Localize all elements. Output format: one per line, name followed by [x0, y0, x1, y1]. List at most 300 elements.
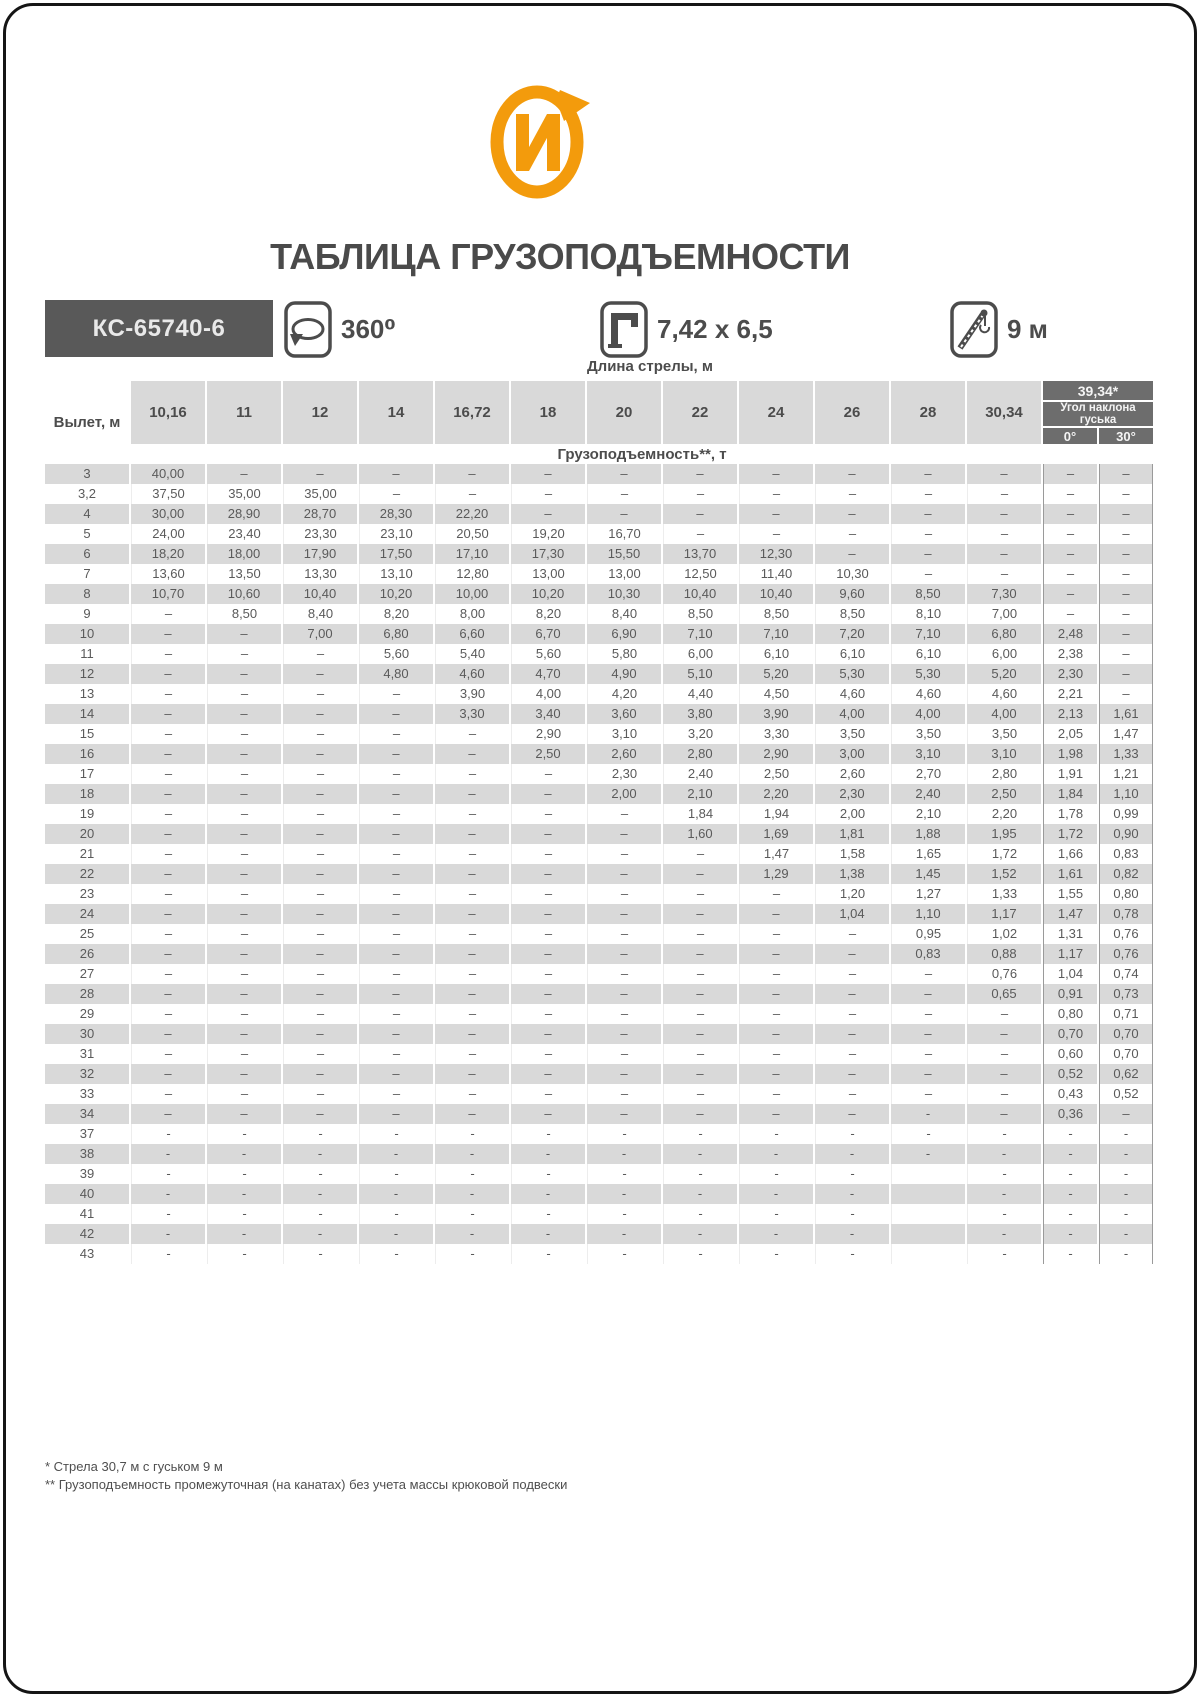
- capacity-cell: 1,21: [1099, 764, 1153, 784]
- capacity-cell: 2,48: [1043, 624, 1097, 644]
- capacity-cell: 3,50: [967, 724, 1041, 744]
- capacity-cell: -: [663, 1244, 737, 1264]
- capacity-cell: –: [511, 804, 585, 824]
- outreach-label: 40: [45, 1184, 129, 1204]
- capacity-cell: –: [207, 1044, 281, 1064]
- capacity-cell: –: [359, 984, 433, 1004]
- capacity-cell: –: [1043, 504, 1097, 524]
- capacity-cell: 6,10: [739, 644, 813, 664]
- table-row: [45, 484, 1153, 504]
- capacity-cell: –: [435, 1084, 509, 1104]
- capacity-cell: 10,60: [207, 584, 281, 604]
- capacity-cell: 2,80: [967, 764, 1041, 784]
- table-row: [45, 784, 1153, 804]
- capacity-cell: –: [663, 1064, 737, 1084]
- boom-length-header: 28: [891, 381, 965, 444]
- capacity-cell: -: [359, 1184, 433, 1204]
- capacity-cell: –: [511, 924, 585, 944]
- capacity-cell: 0,71: [1099, 1004, 1153, 1024]
- capacity-cell: -: [739, 1244, 813, 1264]
- table-row: [45, 1024, 1153, 1044]
- capacity-cell: –: [1099, 484, 1153, 504]
- table-row: [45, 1044, 1153, 1064]
- table-row: [45, 944, 1153, 964]
- capacity-cell: 7,10: [739, 624, 813, 644]
- capacity-cell: 1,98: [1043, 744, 1097, 764]
- capacity-cell: –: [131, 904, 205, 924]
- capacity-cell: –: [663, 1004, 737, 1024]
- capacity-cell: –: [587, 1084, 661, 1104]
- capacity-cell: –: [359, 744, 433, 764]
- capacity-cell: –: [815, 984, 889, 1004]
- outreach-label: 43: [45, 1244, 129, 1264]
- capacity-cell: –: [967, 504, 1041, 524]
- capacity-cell: -: [815, 1204, 889, 1224]
- capacity-cell: -: [207, 1224, 281, 1244]
- capacity-cell: 1,47: [739, 844, 813, 864]
- capacity-cell: 8,00: [435, 604, 509, 624]
- capacity-cell: 3,50: [815, 724, 889, 744]
- capacity-cell: –: [283, 744, 357, 764]
- capacity-cell: –: [511, 984, 585, 1004]
- capacity-cell: 2,13: [1043, 704, 1097, 724]
- outreach-label: 5: [45, 524, 129, 544]
- capacity-cell: -: [359, 1124, 433, 1144]
- capacity-cell: -: [131, 1224, 205, 1244]
- outriggers-icon: [600, 301, 648, 358]
- capacity-cell: 5,60: [359, 644, 433, 664]
- capacity-cell: 13,10: [359, 564, 433, 584]
- outriggers-label: 7,42 х 6,5: [657, 314, 773, 344]
- capacity-cell: -: [587, 1184, 661, 1204]
- capacity-cell: –: [1043, 564, 1097, 584]
- table-row: [45, 964, 1153, 984]
- capacity-cell: –: [283, 944, 357, 964]
- capacity-cell: 0,73: [1099, 984, 1153, 1004]
- table-row: [45, 504, 1153, 524]
- capacity-cell: -: [967, 1184, 1041, 1204]
- capacity-cell: -: [511, 1224, 585, 1244]
- capacity-cell: 3,20: [663, 724, 737, 744]
- capacity-cell: –: [739, 484, 813, 504]
- capacity-cell: 3,40: [511, 704, 585, 724]
- capacity-cell: 1,84: [1043, 784, 1097, 804]
- outreach-label: 16: [45, 744, 129, 764]
- table-row: [45, 664, 1153, 684]
- capacity-cell: –: [511, 484, 585, 504]
- capacity-cell: –: [891, 524, 965, 544]
- capacity-cell: –: [511, 784, 585, 804]
- capacity-cell: 0,70: [1099, 1024, 1153, 1044]
- table-row: [45, 744, 1153, 764]
- outreach-label: 26: [45, 944, 129, 964]
- capacity-cell: -: [663, 1164, 737, 1184]
- capacity-cell: –: [511, 824, 585, 844]
- capacity-cell: 4,00: [815, 704, 889, 724]
- capacity-cell: 0,74: [1099, 964, 1153, 984]
- model-badge: КС-65740-6: [45, 300, 273, 357]
- capacity-cell: 5,40: [435, 644, 509, 664]
- capacity-cell: –: [663, 1104, 737, 1124]
- capacity-cell: –: [207, 1104, 281, 1124]
- capacity-cell: -: [359, 1164, 433, 1184]
- footnotes: [45, 1458, 567, 1494]
- capacity-cell: [891, 1204, 965, 1224]
- capacity-cell: –: [283, 464, 357, 484]
- capacity-cell: -: [967, 1124, 1041, 1144]
- capacity-cell: 6,90: [587, 624, 661, 644]
- capacity-cell: –: [131, 864, 205, 884]
- capacity-cell: 1,04: [815, 904, 889, 924]
- capacity-cell: -: [815, 1164, 889, 1184]
- capacity-cell: –: [207, 1004, 281, 1024]
- outreach-label: 33: [45, 1084, 129, 1104]
- capacity-cell: 3,60: [587, 704, 661, 724]
- capacity-cell: –: [359, 764, 433, 784]
- boom-length-header: 18: [511, 381, 585, 444]
- capacity-cell: -: [359, 1244, 433, 1264]
- capacity-cell: 4,60: [815, 684, 889, 704]
- outreach-label: 7: [45, 564, 129, 584]
- capacity-cell: -: [587, 1144, 661, 1164]
- outreach-header: Вылет, м: [45, 381, 129, 464]
- capacity-cell: 1,91: [1043, 764, 1097, 784]
- outreach-label: 9: [45, 604, 129, 624]
- capacity-cell: –: [131, 984, 205, 1004]
- capacity-cell: -: [511, 1244, 585, 1264]
- capacity-cell: –: [1043, 484, 1097, 504]
- capacity-cell: 8,40: [283, 604, 357, 624]
- capacity-cell: -: [1043, 1184, 1097, 1204]
- capacity-cell: –: [131, 1084, 205, 1104]
- capacity-cell: 4,40: [663, 684, 737, 704]
- capacity-cell: 1,88: [891, 824, 965, 844]
- capacity-cell: -: [131, 1204, 205, 1224]
- capacity-cell: 0,60: [1043, 1044, 1097, 1064]
- outreach-label: 18: [45, 784, 129, 804]
- boom-length-header: 24: [739, 381, 813, 444]
- capacity-cell: –: [359, 484, 433, 504]
- outreach-label: 42: [45, 1224, 129, 1244]
- capacity-cell: –: [359, 844, 433, 864]
- capacity-cell: –: [435, 824, 509, 844]
- capacity-cell: -: [1099, 1144, 1153, 1164]
- table-row: [45, 1064, 1153, 1084]
- capacity-cell: 17,50: [359, 544, 433, 564]
- capacity-cell: 1,47: [1043, 904, 1097, 924]
- capacity-cell: -: [511, 1164, 585, 1184]
- capacity-cell: –: [663, 484, 737, 504]
- capacity-cell: –: [131, 744, 205, 764]
- capacity-cell: –: [131, 964, 205, 984]
- capacity-cell: 0,76: [967, 964, 1041, 984]
- capacity-cell: 35,00: [207, 484, 281, 504]
- table-row: [45, 924, 1153, 944]
- capacity-cell: –: [131, 1104, 205, 1124]
- capacity-cell: –: [739, 1084, 813, 1104]
- capacity-cell: –: [283, 1004, 357, 1024]
- jib-angle-caption: Угол наклона гуська: [1043, 402, 1153, 428]
- capacity-cell: -: [131, 1144, 205, 1164]
- capacity-cell: 2,30: [815, 784, 889, 804]
- capacity-cell: -: [587, 1124, 661, 1144]
- capacity-cell: -: [283, 1184, 357, 1204]
- capacity-cell: –: [1043, 524, 1097, 544]
- capacity-cell: –: [283, 824, 357, 844]
- capacity-cell: 0,90: [1099, 824, 1153, 844]
- capacity-cell: –: [283, 1104, 357, 1124]
- capacity-cell: –: [1099, 564, 1153, 584]
- capacity-cell: –: [283, 904, 357, 924]
- capacity-cell: –: [967, 544, 1041, 564]
- capacity-cell: -: [207, 1184, 281, 1204]
- capacity-cell: 0,83: [1099, 844, 1153, 864]
- capacity-cell: –: [283, 784, 357, 804]
- capacity-cell: -: [435, 1164, 509, 1184]
- capacity-cell: –: [283, 704, 357, 724]
- capacity-cell: 22,20: [435, 504, 509, 524]
- capacity-cell: 0,82: [1099, 864, 1153, 884]
- capacity-cell: –: [511, 944, 585, 964]
- capacity-cell: –: [131, 1064, 205, 1084]
- capacity-cell: 10,20: [511, 584, 585, 604]
- boom-length-caption: Длина стрелы, м: [587, 358, 713, 375]
- capacity-cell: -: [1043, 1224, 1097, 1244]
- capacity-cell: -: [283, 1204, 357, 1224]
- capacity-cell: –: [511, 764, 585, 784]
- table-row: [45, 984, 1153, 1004]
- capacity-cell: –: [511, 1044, 585, 1064]
- footnote-jib: * Стрела 30,7 м с гуськом 9 м: [45, 1459, 223, 1474]
- capacity-cell: 2,38: [1043, 644, 1097, 664]
- capacity-cell: –: [207, 724, 281, 744]
- outreach-label: 32: [45, 1064, 129, 1084]
- capacity-cell: 0,80: [1043, 1004, 1097, 1024]
- capacity-cell: –: [435, 1024, 509, 1044]
- capacity-cell: –: [131, 1024, 205, 1044]
- boom-length-header: 12: [283, 381, 357, 444]
- capacity-cell: 0,76: [1099, 944, 1153, 964]
- capacity-cell: -: [283, 1224, 357, 1244]
- capacity-cell: 5,10: [663, 664, 737, 684]
- capacity-caption-row: [45, 444, 1153, 464]
- capacity-cell: 28,70: [283, 504, 357, 524]
- capacity-cell: –: [587, 984, 661, 1004]
- capacity-cell: -: [891, 1144, 965, 1164]
- outreach-label: 24: [45, 904, 129, 924]
- capacity-cell: -: [207, 1164, 281, 1184]
- capacity-cell: –: [359, 1004, 433, 1024]
- capacity-cell: 2,50: [511, 744, 585, 764]
- capacity-cell: 4,50: [739, 684, 813, 704]
- load-chart: [43, 381, 1155, 1264]
- capacity-cell: 1,55: [1043, 884, 1097, 904]
- capacity-cell: –: [131, 604, 205, 624]
- capacity-cell: 8,20: [359, 604, 433, 624]
- capacity-cell: 0,80: [1099, 884, 1153, 904]
- capacity-cell: –: [663, 504, 737, 524]
- capacity-cell: 1,17: [1043, 944, 1097, 964]
- capacity-cell: –: [587, 804, 661, 824]
- capacity-cell: [891, 1184, 965, 1204]
- capacity-cell: –: [663, 984, 737, 1004]
- capacity-cell: 3,00: [815, 744, 889, 764]
- capacity-cell: 6,60: [435, 624, 509, 644]
- capacity-cell: -: [131, 1244, 205, 1264]
- capacity-cell: 4,20: [587, 684, 661, 704]
- capacity-cell: -: [435, 1204, 509, 1224]
- capacity-cell: 15,50: [587, 544, 661, 564]
- capacity-cell: –: [815, 944, 889, 964]
- capacity-cell: –: [739, 1044, 813, 1064]
- capacity-cell: 0,62: [1099, 1064, 1153, 1084]
- capacity-cell: –: [587, 1024, 661, 1044]
- capacity-cell: –: [587, 504, 661, 524]
- capacity-cell: –: [207, 884, 281, 904]
- capacity-cell: –: [587, 1064, 661, 1084]
- capacity-cell: –: [207, 784, 281, 804]
- capacity-cell: –: [359, 1104, 433, 1124]
- table-row: [45, 844, 1153, 864]
- capacity-cell: –: [359, 1064, 433, 1084]
- capacity-cell: 13,50: [207, 564, 281, 584]
- capacity-cell: 24,00: [131, 524, 205, 544]
- capacity-cell: –: [587, 484, 661, 504]
- capacity-cell: -: [1099, 1124, 1153, 1144]
- capacity-cell: 2,40: [891, 784, 965, 804]
- capacity-cell: 6,00: [967, 644, 1041, 664]
- footnote-capacity: ** Грузоподъемность промежуточная (на канатах) без учета массы крюковой подвески: [45, 1477, 568, 1492]
- capacity-cell: 1,60: [663, 824, 737, 844]
- table-row: [45, 604, 1153, 624]
- capacity-cell: –: [435, 864, 509, 884]
- capacity-cell: –: [739, 1024, 813, 1044]
- outreach-label: 3: [45, 464, 129, 484]
- capacity-cell: –: [207, 464, 281, 484]
- capacity-cell: -: [967, 1164, 1041, 1184]
- capacity-cell: 13,70: [663, 544, 737, 564]
- capacity-cell: –: [131, 624, 205, 644]
- capacity-cell: 8,10: [891, 604, 965, 624]
- capacity-cell: –: [131, 764, 205, 784]
- capacity-cell: –: [511, 1004, 585, 1024]
- capacity-cell: -: [511, 1184, 585, 1204]
- capacity-cell: –: [815, 1004, 889, 1024]
- capacity-cell: –: [1099, 604, 1153, 624]
- boom-length-header: 30,34: [967, 381, 1041, 444]
- capacity-cell: 8,40: [587, 604, 661, 624]
- capacity-cell: -: [663, 1204, 737, 1224]
- capacity-cell: –: [131, 784, 205, 804]
- capacity-cell: 28,30: [359, 504, 433, 524]
- capacity-cell: –: [359, 864, 433, 884]
- capacity-cell: 1,10: [891, 904, 965, 924]
- rotation-label: 360⁰: [341, 314, 396, 344]
- capacity-cell: 10,00: [435, 584, 509, 604]
- capacity-cell: 3,10: [891, 744, 965, 764]
- capacity-cell: –: [359, 724, 433, 744]
- capacity-cell: –: [283, 844, 357, 864]
- table-row: [45, 1124, 1153, 1144]
- capacity-cell: –: [207, 984, 281, 1004]
- capacity-cell: 5,80: [587, 644, 661, 664]
- capacity-cell: 35,00: [283, 484, 357, 504]
- capacity-cell: –: [511, 1024, 585, 1044]
- capacity-cell: –: [891, 1084, 965, 1104]
- outreach-label: 3,2: [45, 484, 129, 504]
- capacity-cell: –: [891, 1024, 965, 1044]
- capacity-cell: -: [1099, 1224, 1153, 1244]
- capacity-cell: –: [511, 504, 585, 524]
- capacity-cell: –: [1099, 1104, 1153, 1124]
- capacity-cell: –: [131, 1004, 205, 1024]
- boom-length-header: 11: [207, 381, 281, 444]
- capacity-cell: 2,80: [663, 744, 737, 764]
- capacity-cell: –: [435, 784, 509, 804]
- capacity-cell: 0,95: [891, 924, 965, 944]
- brand-logo-icon: [487, 84, 591, 200]
- capacity-cell: –: [739, 984, 813, 1004]
- capacity-cell: 1,29: [739, 864, 813, 884]
- capacity-cell: –: [131, 1044, 205, 1064]
- capacity-cell: –: [283, 684, 357, 704]
- capacity-cell: –: [815, 964, 889, 984]
- capacity-cell: -: [739, 1224, 813, 1244]
- capacity-cell: 5,30: [891, 664, 965, 684]
- capacity-cell: 1,72: [1043, 824, 1097, 844]
- capacity-cell: –: [131, 804, 205, 824]
- capacity-cell: –: [511, 464, 585, 484]
- capacity-cell: 2,00: [815, 804, 889, 824]
- table-row: [45, 544, 1153, 564]
- capacity-cell: 7,30: [967, 584, 1041, 604]
- capacity-cell: -: [435, 1144, 509, 1164]
- outreach-label: 6: [45, 544, 129, 564]
- jib-angle-30: 30°: [1099, 428, 1153, 444]
- capacity-cell: –: [891, 964, 965, 984]
- capacity-cell: 7,10: [663, 624, 737, 644]
- capacity-cell: -: [131, 1164, 205, 1184]
- capacity-cell: 23,30: [283, 524, 357, 544]
- boom-length-header: 14: [359, 381, 433, 444]
- capacity-cell: –: [359, 704, 433, 724]
- capacity-cell: -: [1043, 1204, 1097, 1224]
- capacity-cell: 0,65: [967, 984, 1041, 1004]
- capacity-cell: –: [283, 884, 357, 904]
- capacity-cell: 3,30: [435, 704, 509, 724]
- table-row: [45, 1084, 1153, 1104]
- capacity-cell: –: [815, 484, 889, 504]
- capacity-cell: 0,78: [1099, 904, 1153, 924]
- capacity-cell: -: [967, 1204, 1041, 1224]
- capacity-cell: -: [435, 1184, 509, 1204]
- capacity-cell: 3,30: [739, 724, 813, 744]
- capacity-cell: 2,50: [967, 784, 1041, 804]
- capacity-cell: –: [435, 1044, 509, 1064]
- capacity-cell: –: [435, 484, 509, 504]
- capacity-cell: –: [131, 844, 205, 864]
- capacity-cell: -: [739, 1184, 813, 1204]
- table-row: [45, 824, 1153, 844]
- capacity-cell: –: [207, 1064, 281, 1084]
- capacity-cell: 2,10: [663, 784, 737, 804]
- capacity-cell: 8,50: [891, 584, 965, 604]
- outreach-label: 27: [45, 964, 129, 984]
- capacity-cell: –: [587, 884, 661, 904]
- capacity-cell: 3,90: [739, 704, 813, 724]
- table-row: [45, 1004, 1153, 1024]
- capacity-cell: 4,60: [891, 684, 965, 704]
